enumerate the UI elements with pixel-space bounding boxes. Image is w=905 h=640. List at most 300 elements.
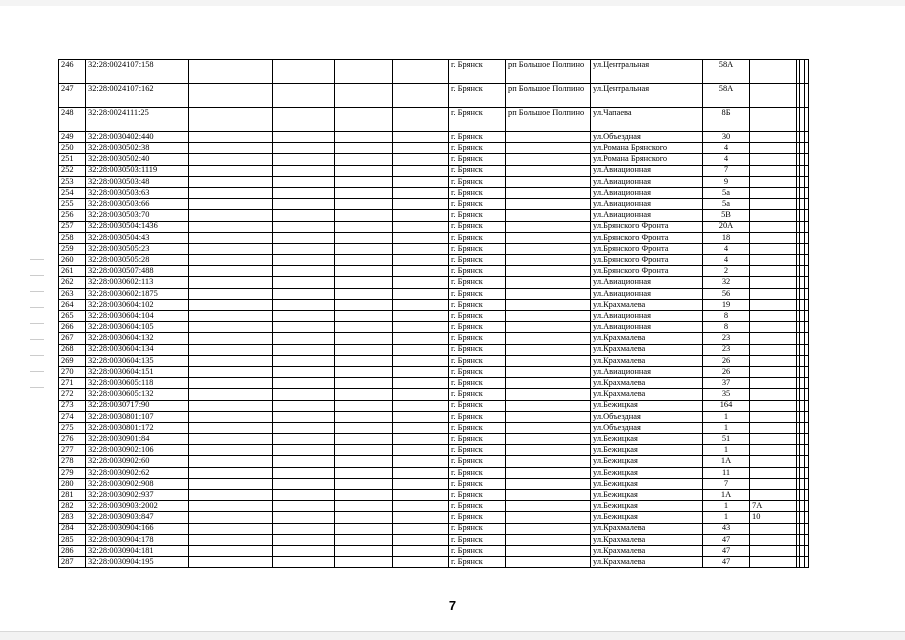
row-number-cell: 253 [59,176,86,187]
empty-cell [805,187,809,198]
apartment-cell [750,255,797,266]
empty-cell [805,467,809,478]
cadastral-number-cell: 32:28:0030502:38 [86,143,189,154]
street-cell: ул.Крахмалева [591,557,703,568]
empty-cell [805,456,809,467]
house-number-cell: 1 [703,512,750,523]
city-cell: г. Брянск [449,366,506,377]
empty-cell [273,467,335,478]
row-number-cell: 252 [59,165,86,176]
empty-cell [805,322,809,333]
city-cell: г. Брянск [449,199,506,210]
empty-cell [393,255,449,266]
row-number-cell: 269 [59,355,86,366]
empty-cell [189,434,273,445]
empty-cell [189,84,273,108]
empty-cell [335,490,393,501]
empty-cell [335,344,393,355]
empty-cell [335,445,393,456]
city-cell: г. Брянск [449,143,506,154]
city-cell: г. Брянск [449,221,506,232]
empty-cell [189,366,273,377]
cadastral-number-cell: 32:28:0030901:84 [86,434,189,445]
settlement-cell [506,132,591,143]
city-cell: г. Брянск [449,378,506,389]
empty-cell [189,255,273,266]
cadastral-number-cell: 32:28:0030505:23 [86,243,189,254]
empty-cell [273,478,335,489]
apartment-cell [750,187,797,198]
empty-cell [335,467,393,478]
empty-cell [393,187,449,198]
empty-cell [335,299,393,310]
street-cell: ул.Авиационная [591,165,703,176]
settlement-cell [506,277,591,288]
empty-cell [335,523,393,534]
house-number-cell: 30 [703,132,750,143]
empty-cell [393,154,449,165]
empty-cell [189,154,273,165]
empty-cell [189,456,273,467]
empty-cell [393,165,449,176]
empty-cell [393,344,449,355]
row-number-cell: 282 [59,501,86,512]
settlement-cell [506,478,591,489]
city-cell: г. Брянск [449,311,506,322]
settlement-cell [506,523,591,534]
table-row [59,523,809,534]
table-row [59,255,809,266]
table-row [59,277,809,288]
property-register-table [58,59,809,568]
row-number-cell: 264 [59,299,86,310]
house-number-cell: 4 [703,143,750,154]
empty-cell [335,333,393,344]
empty-cell [393,288,449,299]
city-cell: г. Брянск [449,501,506,512]
city-cell: г. Брянск [449,132,506,143]
row-number-cell: 261 [59,266,86,277]
table-row [59,132,809,143]
apartment-cell [750,389,797,400]
empty-cell [805,501,809,512]
city-cell: г. Брянск [449,400,506,411]
street-cell: ул.Романа Брянского [591,143,703,154]
cadastral-number-cell: 32:28:0030602:1875 [86,288,189,299]
street-cell: ул.Объездная [591,132,703,143]
house-number-cell: 35 [703,389,750,400]
table-row [59,512,809,523]
city-cell: г. Брянск [449,512,506,523]
empty-cell [805,534,809,545]
city-cell: г. Брянск [449,299,506,310]
city-cell: г. Брянск [449,154,506,165]
apartment-cell [750,355,797,366]
row-number-cell: 267 [59,333,86,344]
cadastral-number-cell: 32:28:0030402:440 [86,132,189,143]
empty-cell [335,322,393,333]
cadastral-number-cell: 32:28:0030505:28 [86,255,189,266]
empty-cell [273,445,335,456]
apartment-cell [750,467,797,478]
settlement-cell: рп Большое Полпино [506,60,591,84]
empty-cell [805,512,809,523]
empty-cell [189,199,273,210]
empty-cell [805,84,809,108]
settlement-cell [506,344,591,355]
table-row [59,344,809,355]
street-cell: ул.Центральная [591,84,703,108]
empty-cell [805,165,809,176]
empty-cell [273,210,335,221]
apartment-cell [750,60,797,84]
empty-cell [805,221,809,232]
empty-cell [189,243,273,254]
table-row [59,199,809,210]
apartment-cell [750,232,797,243]
city-cell: г. Брянск [449,187,506,198]
empty-cell [805,60,809,84]
house-number-cell: 47 [703,557,750,568]
house-number-cell: 23 [703,333,750,344]
table-row [59,434,809,445]
empty-cell [335,378,393,389]
city-cell: г. Брянск [449,288,506,299]
empty-cell [273,557,335,568]
table-row [59,411,809,422]
empty-cell [189,187,273,198]
row-number-cell: 249 [59,132,86,143]
settlement-cell [506,389,591,400]
city-cell: г. Брянск [449,557,506,568]
street-cell: ул.Бежицкая [591,445,703,456]
cadastral-number-cell: 32:28:0030902:60 [86,456,189,467]
street-cell: ул.Крахмалева [591,523,703,534]
city-cell: г. Брянск [449,277,506,288]
table-row [59,456,809,467]
empty-cell [805,143,809,154]
row-number-cell: 254 [59,187,86,198]
empty-cell [189,422,273,433]
empty-cell [393,277,449,288]
empty-cell [273,490,335,501]
house-number-cell: 8 [703,322,750,333]
row-number-cell: 255 [59,199,86,210]
house-number-cell: 19 [703,299,750,310]
empty-cell [393,545,449,556]
empty-cell [805,490,809,501]
empty-cell [273,299,335,310]
row-number-cell: 266 [59,322,86,333]
empty-cell [189,311,273,322]
row-number-cell: 265 [59,311,86,322]
street-cell: ул.Брянского Фронта [591,221,703,232]
empty-cell [335,243,393,254]
empty-cell [393,467,449,478]
empty-cell [805,132,809,143]
table-row [59,266,809,277]
street-cell: ул.Авиационная [591,311,703,322]
empty-cell [273,165,335,176]
apartment-cell [750,400,797,411]
empty-cell [189,232,273,243]
page-number: 7 [448,598,457,613]
empty-cell [393,210,449,221]
cadastral-number-cell: 32:28:0030717:90 [86,400,189,411]
empty-cell [273,176,335,187]
empty-cell [805,108,809,132]
empty-cell [805,523,809,534]
table-row [59,400,809,411]
empty-cell [805,545,809,556]
empty-cell [273,366,335,377]
settlement-cell [506,512,591,523]
table-row [59,299,809,310]
empty-cell [335,266,393,277]
settlement-cell [506,545,591,556]
empty-cell [273,84,335,108]
settlement-cell [506,501,591,512]
street-cell: ул.Бежицкая [591,467,703,478]
city-cell: г. Брянск [449,545,506,556]
empty-cell [335,143,393,154]
empty-cell [189,355,273,366]
row-number-cell: 283 [59,512,86,523]
empty-cell [335,210,393,221]
row-number-cell: 274 [59,411,86,422]
city-cell: г. Брянск [449,232,506,243]
street-cell: ул.Авиационная [591,210,703,221]
city-cell: г. Брянск [449,422,506,433]
empty-cell [273,400,335,411]
apartment-cell [750,154,797,165]
empty-cell [393,366,449,377]
city-cell: г. Брянск [449,467,506,478]
row-number-cell: 263 [59,288,86,299]
settlement-cell [506,445,591,456]
empty-cell [189,288,273,299]
cadastral-number-cell: 32:28:0030604:105 [86,322,189,333]
empty-cell [393,232,449,243]
cadastral-number-cell: 32:28:0030904:181 [86,545,189,556]
table-row [59,355,809,366]
empty-cell [805,311,809,322]
empty-cell [393,143,449,154]
house-number-cell: 37 [703,378,750,389]
table-row [59,534,809,545]
city-cell: г. Брянск [449,210,506,221]
row-number-cell: 256 [59,210,86,221]
empty-cell [393,557,449,568]
cadastral-number-cell: 32:28:0030605:132 [86,389,189,400]
row-number-cell: 260 [59,255,86,266]
apartment-cell [750,422,797,433]
empty-cell [393,84,449,108]
empty-cell [273,501,335,512]
street-cell: ул.Крахмалева [591,355,703,366]
empty-cell [393,434,449,445]
empty-cell [393,322,449,333]
row-number-cell: 275 [59,422,86,433]
apartment-cell [750,434,797,445]
empty-cell [393,199,449,210]
empty-cell [335,154,393,165]
empty-cell [273,434,335,445]
empty-cell [335,400,393,411]
table-row [59,422,809,433]
city-cell: г. Брянск [449,434,506,445]
empty-cell [189,132,273,143]
table-row [59,288,809,299]
street-cell: ул.Объездная [591,411,703,422]
row-number-cell: 257 [59,221,86,232]
cadastral-number-cell: 32:28:0030902:62 [86,467,189,478]
empty-cell [393,389,449,400]
table-row [59,232,809,243]
empty-cell [273,378,335,389]
city-cell: г. Брянск [449,176,506,187]
cadastral-number-cell: 32:28:0030903:847 [86,512,189,523]
cadastral-number-cell: 32:28:0030503:70 [86,210,189,221]
table-row [59,490,809,501]
street-cell: ул.Бежицкая [591,434,703,445]
city-cell: г. Брянск [449,389,506,400]
table-row [59,221,809,232]
row-number-cell: 280 [59,478,86,489]
empty-cell [273,132,335,143]
empty-cell [805,378,809,389]
empty-cell [273,266,335,277]
row-number-cell: 262 [59,277,86,288]
empty-cell [189,322,273,333]
empty-cell [335,311,393,322]
empty-cell [189,501,273,512]
house-number-cell: 32 [703,277,750,288]
empty-cell [335,165,393,176]
empty-cell [273,154,335,165]
house-number-cell: 43 [703,523,750,534]
empty-cell [273,523,335,534]
apartment-cell [750,366,797,377]
empty-cell [335,389,393,400]
apartment-cell [750,322,797,333]
row-number-cell: 276 [59,434,86,445]
table-row [59,389,809,400]
empty-cell [189,400,273,411]
empty-cell [273,333,335,344]
table-row [59,243,809,254]
row-number-cell: 258 [59,232,86,243]
row-number-cell: 251 [59,154,86,165]
city-cell: г. Брянск [449,108,506,132]
empty-cell [393,445,449,456]
street-cell: ул.Крахмалева [591,344,703,355]
apartment-cell: 7А [750,501,797,512]
house-number-cell: 1А [703,490,750,501]
apartment-cell [750,277,797,288]
settlement-cell [506,288,591,299]
empty-cell [335,199,393,210]
house-number-cell: 20А [703,221,750,232]
empty-cell [335,501,393,512]
empty-cell [335,478,393,489]
house-number-cell: 4 [703,154,750,165]
empty-cell [273,255,335,266]
row-number-cell: 259 [59,243,86,254]
table-row [59,501,809,512]
table-row [59,165,809,176]
empty-cell [393,333,449,344]
city-cell: г. Брянск [449,355,506,366]
house-number-cell: 1 [703,445,750,456]
city-cell: г. Брянск [449,478,506,489]
apartment-cell [750,243,797,254]
empty-cell [335,176,393,187]
empty-cell [393,355,449,366]
empty-cell [805,277,809,288]
settlement-cell [506,311,591,322]
cadastral-number-cell: 32:28:0030507:488 [86,266,189,277]
empty-cell [393,266,449,277]
street-cell: ул.Брянского Фронта [591,255,703,266]
cadastral-number-cell: 32:28:0030503:66 [86,199,189,210]
apartment-cell [750,299,797,310]
empty-cell [189,333,273,344]
apartment-cell [750,165,797,176]
cadastral-number-cell: 32:28:0030504:43 [86,232,189,243]
empty-cell [189,490,273,501]
empty-cell [393,299,449,310]
settlement-cell [506,165,591,176]
row-number-cell: 271 [59,378,86,389]
apartment-cell [750,143,797,154]
empty-cell [273,512,335,523]
empty-cell [805,232,809,243]
settlement-cell [506,333,591,344]
empty-cell [273,422,335,433]
street-cell: ул.Авиационная [591,322,703,333]
settlement-cell: рп Большое Полпино [506,108,591,132]
house-number-cell: 4 [703,255,750,266]
house-number-cell: 5а [703,187,750,198]
row-number-cell: 286 [59,545,86,556]
empty-cell [335,60,393,84]
street-cell: ул.Бежицкая [591,501,703,512]
row-number-cell: 277 [59,445,86,456]
row-number-cell: 270 [59,366,86,377]
empty-cell [805,266,809,277]
apartment-cell [750,490,797,501]
empty-cell [335,545,393,556]
empty-cell [189,411,273,422]
cadastral-number-cell: 32:28:0030903:2002 [86,501,189,512]
city-cell: г. Брянск [449,60,506,84]
apartment-cell [750,456,797,467]
empty-cell [189,534,273,545]
empty-cell [189,165,273,176]
apartment-cell [750,84,797,108]
cadastral-number-cell: 32:28:0024111:25 [86,108,189,132]
apartment-cell [750,221,797,232]
settlement-cell [506,187,591,198]
street-cell: ул.Брянского Фронта [591,232,703,243]
house-number-cell: 23 [703,344,750,355]
table-row [59,154,809,165]
cadastral-number-cell: 32:28:0030902:106 [86,445,189,456]
street-cell: ул.Бежицкая [591,512,703,523]
apartment-cell [750,210,797,221]
empty-cell [189,221,273,232]
